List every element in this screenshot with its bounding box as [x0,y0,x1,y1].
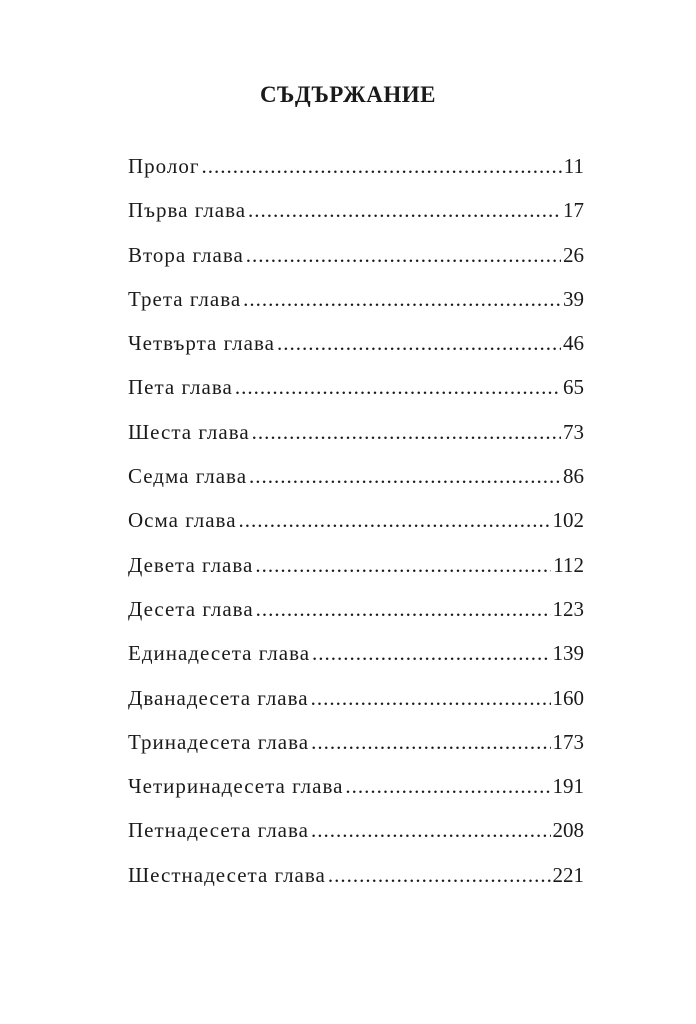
toc-entry [128,194,584,238]
toc-entry-title: Първа глава [128,198,247,223]
toc-entry-title: Четвърта глава [128,331,275,356]
toc-entry [128,814,584,858]
toc-entry [128,859,584,903]
toc-entry-title: Тринадесета глава [128,729,310,754]
toc-entry [128,460,584,504]
toc-entry-title: Шеста глава [128,419,250,444]
toc-entry-title: Четиринадесета глава [128,774,344,799]
dot-leader [255,549,551,581]
dot-leader [328,859,551,891]
toc-entry-title: Петнадесета глава [128,818,309,843]
dot-leader [248,194,561,226]
toc-entry [128,283,584,327]
toc-entry-title: Втора глава [128,242,244,267]
toc-entry-page: 11 [563,154,584,178]
dot-leader [201,150,561,182]
toc-entry [128,150,584,194]
toc-entry-title: Девета глава [128,552,254,577]
toc-entry-page: 17 [563,198,584,223]
toc-entry [128,327,584,371]
dot-leader [256,593,551,625]
toc-entry-page: 39 [563,286,584,311]
toc-entry-page: 221 [552,862,584,887]
dot-leader [311,682,551,714]
dot-leader [246,239,561,271]
toc-entry-title: Седма глава [128,464,248,489]
toc-entry-page: 102 [552,508,584,533]
dot-leader [239,504,551,536]
toc-entry-page: 123 [552,596,584,621]
toc-entry [128,682,584,726]
dot-leader [249,460,561,492]
toc-entry [128,549,584,593]
toc-entry-page: 173 [552,729,584,754]
toc-entry-page: 112 [553,552,584,577]
dot-leader [243,283,561,315]
dot-leader [235,371,561,403]
dot-leader [312,637,550,669]
dot-leader [311,814,551,846]
toc-entry-title: Десета глава [128,596,254,621]
toc-entry-page: 86 [563,464,584,489]
toc-entry-page: 139 [552,641,584,666]
toc-entry-title: Пролог [128,154,200,178]
toc-entry [128,371,584,415]
toc-entry-title: Трета глава [128,286,242,311]
toc-entry-page: 26 [563,242,584,267]
toc-entry-title: Шестнадесета глава [128,862,326,887]
toc-entry-page: 208 [552,818,584,843]
toc-entry-page: 191 [552,774,584,799]
toc-entry [128,770,584,814]
toc-entry-page: 73 [563,419,584,444]
dot-leader [345,770,550,802]
toc-entry-title: Дванадесета глава [128,685,309,710]
toc-entry [128,593,584,637]
toc-entry-title: Осма глава [128,508,237,533]
toc-entry [128,504,584,548]
toc-entry-title: Пета глава [128,375,233,400]
toc-entry-page: 46 [563,331,584,356]
dot-leader [277,327,561,359]
toc-entry-title: Единадесета глава [128,641,311,666]
toc-entry-page: 160 [552,685,584,710]
toc-entry [128,726,584,770]
toc-entry [128,637,584,681]
dot-leader [311,726,550,758]
toc-entry [128,416,584,460]
toc-list [128,150,584,903]
dot-leader [252,416,561,448]
toc-title: СЪДЪРЖАНИЕ [259,82,437,107]
toc-entry [128,239,584,283]
toc-entry-page: 65 [563,375,584,400]
